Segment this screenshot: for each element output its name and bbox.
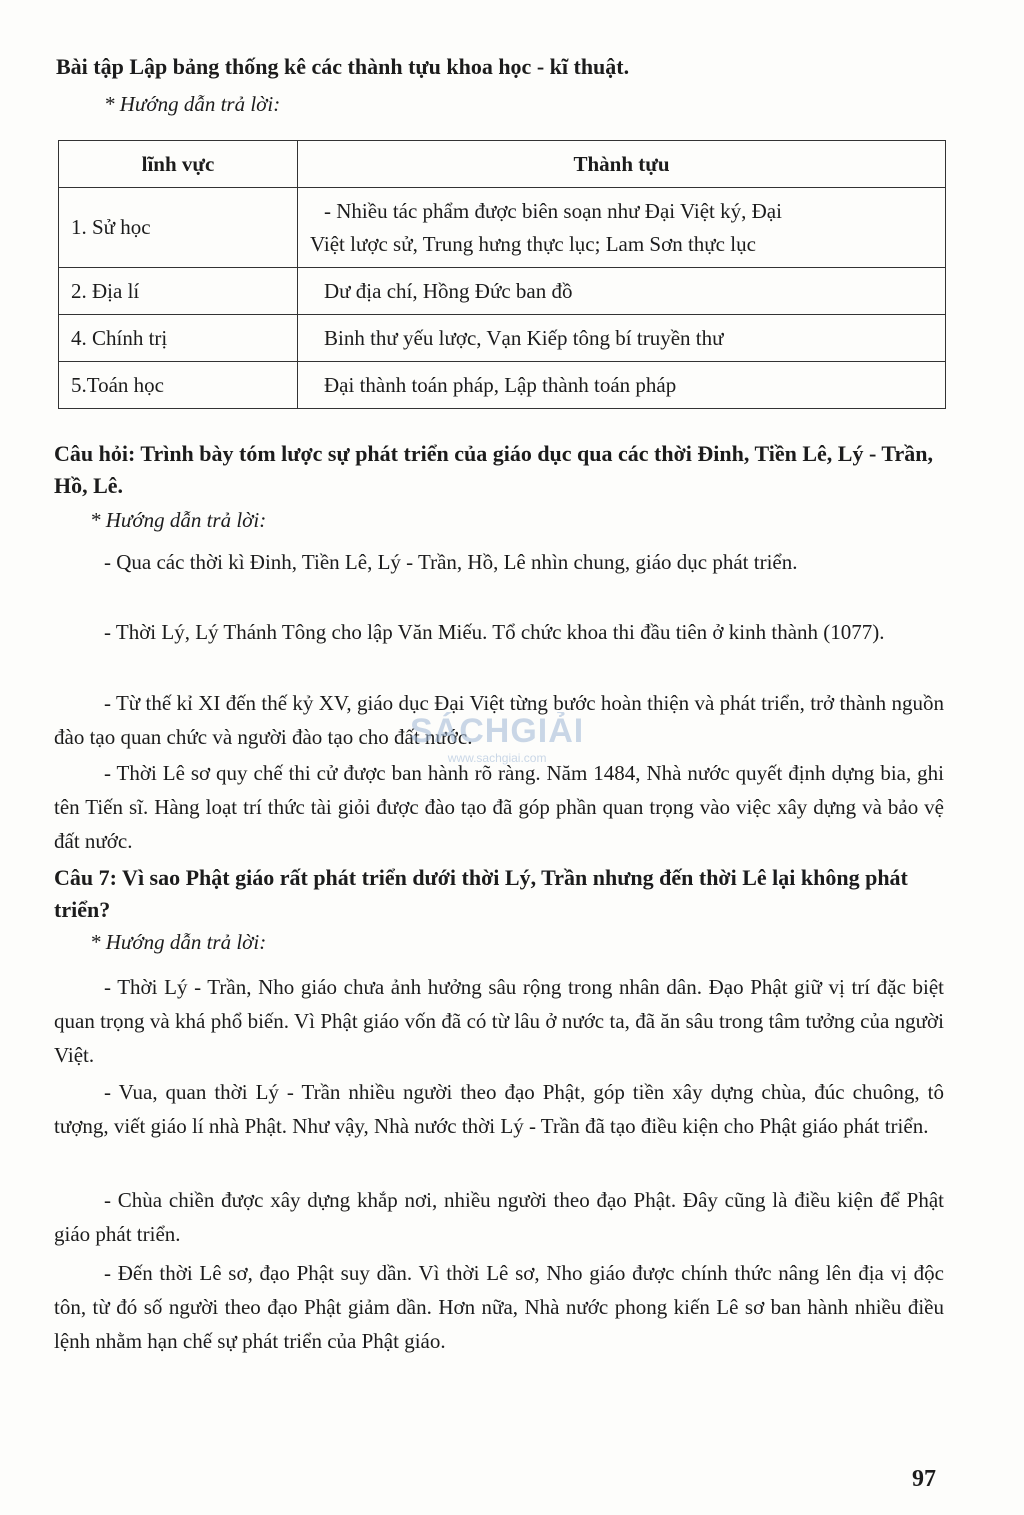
watermark-url: www.sachgiai.com [447, 751, 547, 765]
answer-paragraph: - Đến thời Lê sơ, đạo Phật suy dần. Vì thời Lê sơ, Nho giáo được chính thức nâng lên địa vị độc tôn, từ đó số người theo đạo Phật giảm dần. Hơn nữa, Nhà nước phong kiến Lê sơ ban hành nhiều điều lệnh nhằm hạn chế sự phát triển của Phật giáo. [54, 1261, 944, 1353]
question-7: Câu 7: Vì sao Phật giáo rất phát triển dưới thời Lý, Trần nhưng đến thời Lê lại không phát triển? [54, 865, 908, 922]
answer-paragraph: - Thời Lý, Lý Thánh Tông cho lập Văn Miếu. Tổ chức khoa thi đầu tiên ở kinh thành (1077). [104, 620, 885, 644]
answer-paragraph: - Thời Lý - Trần, Nho giáo chưa ảnh hưởng sâu rộng trong nhân dân. Đạo Phật giữ vị trí đặc biệt quan trọng và khá phổ biến. Vì Phật giáo vốn đã có từ lâu ở nước ta, đã ăn sâu trong tâm tưởng của người Việt. [54, 975, 944, 1067]
answer-guide-label: * Hướng dẫn trả lời: [104, 92, 281, 116]
answer-paragraph: - Từ thế kỉ XI đến thế kỷ XV, giáo dục Đại Việt từng bước hoàn thiện và phát triển, trở thành nguồn đào tạo quan chức và người đào tạo cho đất nước. [54, 691, 944, 749]
answer-guide-label: * Hướng dẫn trả lời: [90, 930, 267, 954]
answer-paragraph: - Qua các thời kì Đinh, Tiền Lê, Lý - Trần, Hồ, Lê nhìn chung, giáo dục phát triển. [104, 550, 798, 574]
achievement-cell [298, 188, 946, 268]
answer-paragraph: - Thời Lê sơ quy chế thi cử được ban hành rõ ràng. Năm 1484, Nhà nước quyết định dựng bia, ghi tên Tiến sĩ. Hàng loạt trí thức tài giỏi được đào tạo đã góp phần quan trọng vào việc xây dựng và bảo vệ đất nước. [54, 761, 944, 853]
achievement-line: Đại thành toán pháp, Lập thành toán pháp [324, 372, 677, 397]
table-row [59, 315, 946, 362]
exercise-title: Bài tập Lập bảng thống kê các thành tựu khoa học - kĩ thuật. [56, 54, 630, 79]
page-number: 97 [912, 1466, 936, 1492]
achievement-cell [298, 362, 946, 409]
answer-paragraph: - Chùa chiền được xây dựng khắp nơi, nhiều người theo đạo Phật. Đây cũng là điều kiện để Phật giáo phát triển. [54, 1188, 944, 1246]
table-row [59, 268, 946, 315]
achievement-cell [298, 315, 946, 362]
field-cell: 2. Địa lí [59, 268, 298, 315]
field-cell: 5.Toán học [59, 362, 298, 409]
table-row [59, 188, 946, 268]
achievement-line: Dư địa chí, Hồng Đức ban đồ [324, 278, 573, 303]
question-education: Câu hỏi: Trình bày tóm lược sự phát triển của giáo dục qua các thời Đinh, Tiền Lê, Lý - Trần, Hồ, Lê. [54, 441, 933, 498]
watermark-text: SÁCHGIẢI [410, 712, 585, 750]
achievement-line: Binh thư yếu lược, Vạn Kiếp tông bí truyền thư [324, 325, 724, 350]
answer-guide-label: * Hướng dẫn trả lời: [90, 508, 267, 532]
achievement-line: - Nhiều tác phẩm được biên soạn như Đại Việt ký, Đại [324, 198, 782, 223]
watermark-logo [410, 712, 584, 765]
achievement-line: Việt lược sử, Trung hưng thực lục; Lam Sơn thực lục [310, 231, 756, 256]
field-cell: 4. Chính trị [59, 315, 298, 362]
table-header-row [59, 141, 946, 188]
answer-paragraph: - Vua, quan thời Lý - Trần nhiều người theo đạo Phật, góp tiền xây dựng chùa, đúc chuông, tô tượng, viết giáo lí nhà Phật. Như vậy, Nhà nước thời Lý - Trần đã tạo điều kiện cho Phật giáo phát triển. [54, 1080, 944, 1138]
table-row [59, 362, 946, 409]
header-field: lĩnh vực [59, 141, 298, 188]
achievement-cell [298, 268, 946, 315]
achievements-table [58, 140, 946, 409]
field-cell: 1. Sử học [59, 188, 298, 268]
header-achievement: Thành tựu [298, 141, 946, 188]
